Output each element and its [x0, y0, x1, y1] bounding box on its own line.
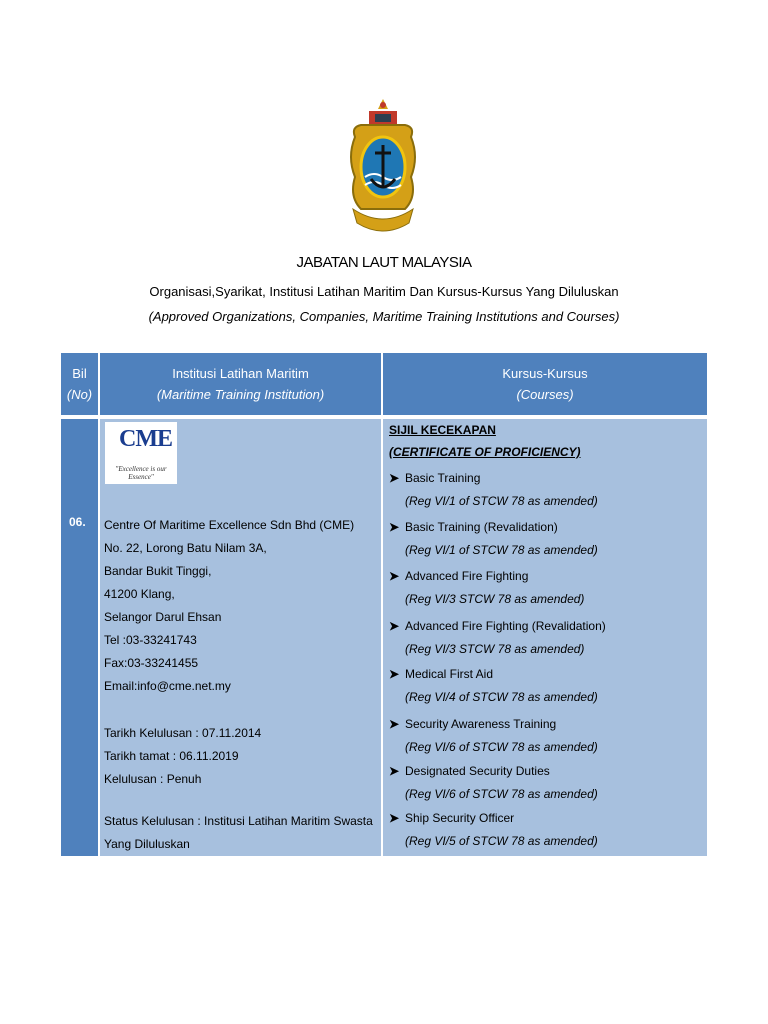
- course-name: Security Awareness Training: [405, 717, 557, 731]
- phone-line: Tel :03-33241743: [104, 633, 197, 647]
- course-item: [389, 663, 493, 686]
- column-header-courses: [383, 353, 707, 415]
- arrow-bullet-icon: ➤: [389, 717, 400, 731]
- address-line: 41200 Klang,: [104, 587, 175, 601]
- course-name: Designated Security Duties: [405, 764, 550, 778]
- column-header-institution: [100, 353, 381, 415]
- course-regulation: (Reg VI/6 of STCW 78 as amended): [405, 787, 598, 801]
- arrow-bullet-icon: ➤: [389, 764, 400, 778]
- course-regulation: (Reg VI/3 STCW 78 as amended): [405, 592, 585, 606]
- row-number: 06.: [69, 515, 86, 529]
- course-regulation: (Reg VI/1 of STCW 78 as amended): [405, 543, 598, 557]
- course-name: Ship Security Officer: [405, 811, 515, 825]
- approval-status: Status Kelulusan : Institusi Latihan Maritim Swasta Yang Diluluskan: [104, 814, 373, 851]
- institution-address: [104, 514, 354, 698]
- course-item: [389, 615, 606, 638]
- institution-cell: [100, 419, 381, 856]
- course-item: [389, 565, 528, 588]
- course-category-heading-en: (CERTIFICATE OF PROFICIENCY): [389, 445, 581, 459]
- course-name: Basic Training (Revalidation): [405, 520, 558, 534]
- course-regulation: (Reg VI/6 of STCW 78 as amended): [405, 740, 598, 754]
- cme-logo-tagline: "Excellence is our Essence": [115, 465, 167, 481]
- column-header-label: Institusi Latihan Maritim: [172, 366, 309, 381]
- page-subtitle: Organisasi,Syarikat, Institusi Latihan Maritim Dan Kursus-Kursus Yang Diluluskan: [149, 284, 619, 299]
- course-name: Advanced Fire Fighting (Revalidation): [405, 619, 606, 633]
- approval-type: Kelulusan : Penuh: [104, 772, 202, 786]
- course-category-heading: SIJIL KECEKAPAN: [389, 423, 496, 437]
- cme-logo-mark: CME: [119, 426, 172, 452]
- courses-cell: [383, 419, 707, 856]
- course-name: Basic Training: [405, 471, 481, 485]
- arrow-bullet-icon: ➤: [389, 811, 400, 825]
- course-regulation: (Reg VI/3 STCW 78 as amended): [405, 642, 585, 656]
- address-line: Bandar Bukit Tinggi,: [104, 564, 212, 578]
- column-header-label: Kursus-Kursus: [502, 366, 588, 381]
- page-title: JABATAN LAUT MALAYSIA: [296, 254, 472, 271]
- email-line: Email:info@cme.net.my: [104, 679, 231, 693]
- arrow-bullet-icon: ➤: [389, 520, 400, 534]
- course-regulation: (Reg VI/5 of STCW 78 as amended): [405, 834, 598, 848]
- course-item: [389, 807, 514, 830]
- address-line: No. 22, Lorong Batu Nilam 3A,: [104, 541, 267, 555]
- course-regulation: (Reg VI/4 of STCW 78 as amended): [405, 690, 598, 704]
- address-line: Selangor Darul Ehsan: [104, 610, 222, 624]
- column-header-no: [61, 353, 98, 415]
- approval-date: Tarikh Kelulusan : 07.11.2014: [104, 726, 262, 740]
- course-item: [389, 467, 480, 490]
- arrow-bullet-icon: ➤: [389, 569, 400, 583]
- course-item: [389, 516, 558, 539]
- course-name: Advanced Fire Fighting: [405, 569, 529, 583]
- course-item: [389, 713, 556, 736]
- course-name: Medical First Aid: [405, 667, 494, 681]
- arrow-bullet-icon: ➤: [389, 619, 400, 633]
- jabatan-laut-emblem: [345, 97, 421, 239]
- page-subtitle-english: (Approved Organizations, Companies, Maritime Training Institutions and Courses): [148, 309, 620, 324]
- expiry-date: Tarikh tamat : 06.11.2019: [104, 749, 239, 763]
- course-regulation: (Reg VI/1 of STCW 78 as amended): [405, 494, 598, 508]
- course-item: [389, 760, 550, 783]
- institution-name: Centre Of Maritime Excellence Sdn Bhd (CME): [104, 518, 355, 532]
- row-number-cell: [61, 419, 98, 856]
- column-header-label-en: (No): [66, 387, 93, 402]
- column-header-label: Bil: [72, 366, 87, 381]
- arrow-bullet-icon: ➤: [389, 667, 400, 681]
- cme-logo: [105, 422, 177, 484]
- column-header-label-en: (Courses): [516, 387, 574, 402]
- institution-table: [61, 353, 707, 856]
- column-header-label-en: (Maritime Training Institution): [156, 387, 325, 402]
- approval-details: [104, 722, 261, 791]
- arrow-bullet-icon: ➤: [389, 471, 400, 485]
- fax-line: Fax:03-33241455: [104, 656, 199, 670]
